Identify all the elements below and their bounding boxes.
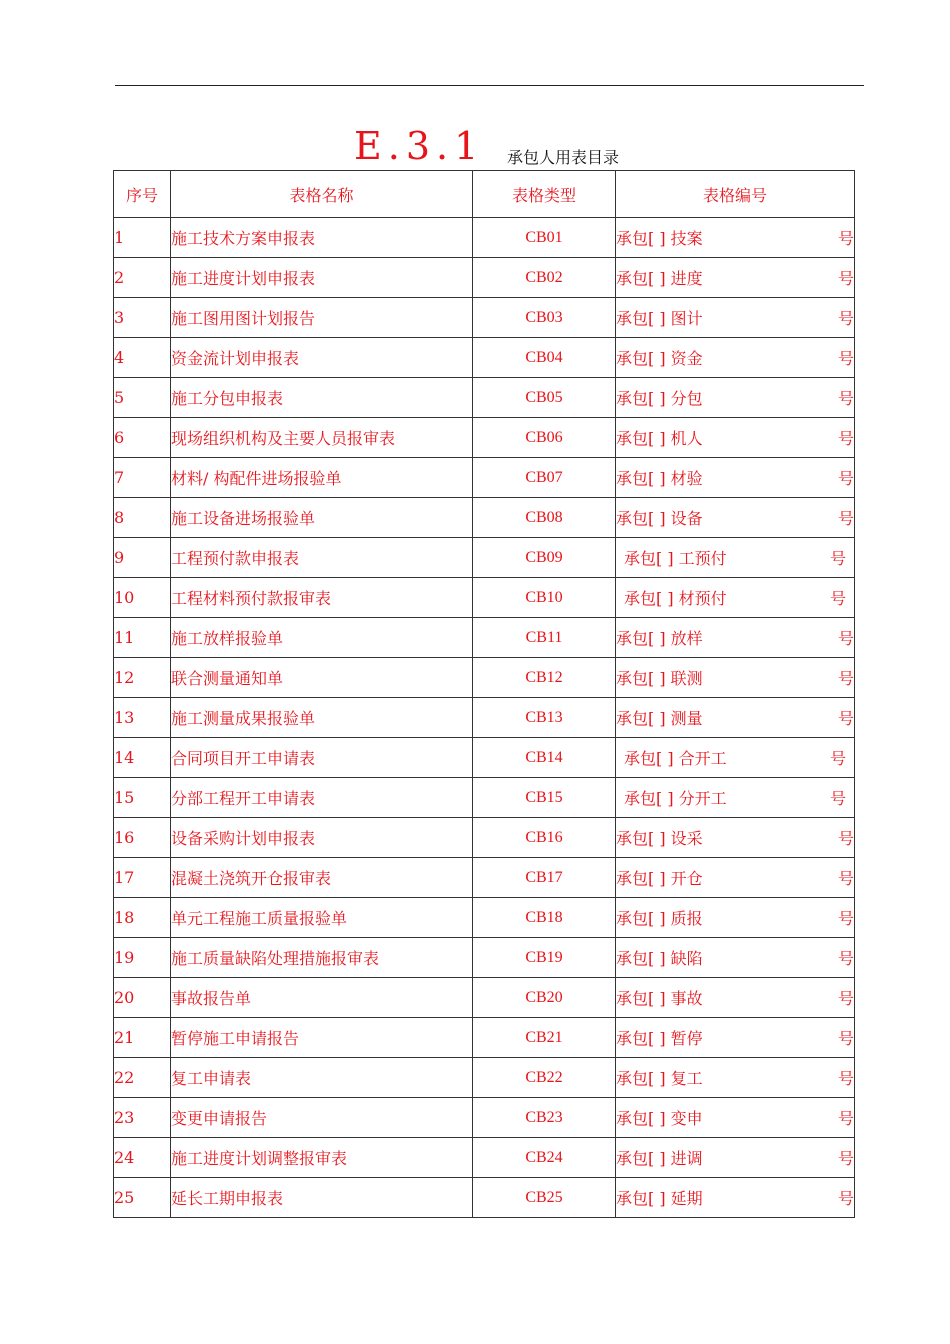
form-name: 资金流计划申报表 (171, 338, 473, 378)
form-code-cell (616, 458, 855, 498)
table-row (114, 338, 855, 378)
row-number: 21 (114, 1018, 171, 1058)
form-code-cell (616, 378, 855, 418)
table-row (114, 978, 855, 1018)
form-code-prefix: 承包[ ] 分开工 (624, 789, 727, 808)
form-type: CB21 (473, 1018, 616, 1058)
table-row (114, 458, 855, 498)
form-code-prefix: 承包[ ] 材预付 (624, 589, 727, 608)
form-code-prefix: 承包[ ] 事故 (616, 989, 703, 1008)
form-code-suffix: 号 (837, 909, 854, 928)
form-code-suffix: 号 (837, 1029, 854, 1048)
form-code (616, 666, 854, 689)
form-code-suffix: 号 (837, 669, 854, 688)
form-code-cell (616, 658, 855, 698)
row-number: 1 (114, 218, 171, 258)
form-code-prefix: 承包[ ] 复工 (616, 1069, 703, 1088)
form-name: 材料/ 构配件进场报验单 (171, 458, 473, 498)
form-code-suffix: 号 (829, 589, 846, 608)
form-code-suffix: 号 (837, 869, 854, 888)
form-code-cell (616, 938, 855, 978)
header-rule (115, 85, 864, 86)
form-name: 暂停施工申请报告 (171, 1018, 473, 1058)
form-code (616, 346, 854, 369)
form-code (616, 466, 854, 489)
form-code-prefix: 承包[ ] 测量 (616, 709, 703, 728)
form-code (616, 746, 854, 769)
form-code (616, 706, 854, 729)
table-row (114, 538, 855, 578)
table-row (114, 498, 855, 538)
row-number: 5 (114, 378, 171, 418)
form-code-cell (616, 298, 855, 338)
form-code (616, 946, 854, 969)
form-code-cell (616, 1178, 855, 1218)
row-number: 13 (114, 698, 171, 738)
form-type: CB02 (473, 258, 616, 298)
row-number: 23 (114, 1098, 171, 1138)
form-name: 施工测量成果报验单 (171, 698, 473, 738)
form-code-prefix: 承包[ ] 延期 (616, 1189, 703, 1208)
form-code-suffix: 号 (829, 789, 846, 808)
form-code-suffix: 号 (837, 1189, 854, 1208)
form-code-prefix: 承包[ ] 缺陷 (616, 949, 703, 968)
form-code-prefix: 承包[ ] 进调 (616, 1149, 703, 1168)
form-type: CB18 (473, 898, 616, 938)
row-number: 22 (114, 1058, 171, 1098)
form-type: CB06 (473, 418, 616, 458)
form-code-cell (616, 258, 855, 298)
form-type: CB09 (473, 538, 616, 578)
form-code-suffix: 号 (837, 469, 854, 488)
form-code (616, 1146, 854, 1169)
table-row (114, 1018, 855, 1058)
form-code-prefix: 承包[ ] 机人 (616, 429, 703, 448)
form-type: CB17 (473, 858, 616, 898)
form-type: CB11 (473, 618, 616, 658)
row-number: 2 (114, 258, 171, 298)
form-code-suffix: 号 (837, 389, 854, 408)
table-header-row (114, 171, 855, 218)
row-number: 9 (114, 538, 171, 578)
form-code-cell (616, 698, 855, 738)
form-code-suffix: 号 (837, 1069, 854, 1088)
table-row (114, 1058, 855, 1098)
form-code (616, 986, 854, 1009)
row-number: 20 (114, 978, 171, 1018)
form-code-prefix: 承包[ ] 设备 (616, 509, 703, 528)
form-name: 施工放样报验单 (171, 618, 473, 658)
form-code-cell (616, 578, 855, 618)
form-type: CB08 (473, 498, 616, 538)
form-code (616, 1186, 854, 1209)
row-number: 11 (114, 618, 171, 658)
form-name: 施工质量缺陷处理措施报审表 (171, 938, 473, 978)
form-type: CB19 (473, 938, 616, 978)
form-code-suffix: 号 (837, 829, 854, 848)
row-number: 24 (114, 1138, 171, 1178)
form-type: CB13 (473, 698, 616, 738)
form-code-suffix: 号 (837, 949, 854, 968)
row-number: 19 (114, 938, 171, 978)
form-code-prefix: 承包[ ] 材验 (616, 469, 703, 488)
form-type: CB05 (473, 378, 616, 418)
form-code (616, 866, 854, 889)
table-row (114, 418, 855, 458)
form-code-prefix: 承包[ ] 技案 (616, 229, 703, 248)
form-name: 工程预付款申报表 (171, 538, 473, 578)
form-code (616, 1106, 854, 1129)
table-row (114, 858, 855, 898)
form-name: 延长工期申报表 (171, 1178, 473, 1218)
form-code-suffix: 号 (837, 509, 854, 528)
form-type: CB04 (473, 338, 616, 378)
table-row (114, 218, 855, 258)
form-code-cell (616, 1058, 855, 1098)
form-code-prefix: 承包[ ] 进度 (616, 269, 703, 288)
form-name: 变更申请报告 (171, 1098, 473, 1138)
table-row (114, 1098, 855, 1138)
form-name: 工程材料预付款报审表 (171, 578, 473, 618)
form-code-suffix: 号 (837, 1109, 854, 1128)
form-code-prefix: 承包[ ] 联测 (616, 669, 703, 688)
form-code-prefix: 承包[ ] 分包 (616, 389, 703, 408)
form-type: CB24 (473, 1138, 616, 1178)
form-code-cell (616, 418, 855, 458)
table-row (114, 258, 855, 298)
form-code-cell (616, 538, 855, 578)
form-code (616, 826, 854, 849)
form-code-cell (616, 778, 855, 818)
form-name: 施工分包申报表 (171, 378, 473, 418)
form-code-suffix: 号 (837, 709, 854, 728)
column-header-name: 表格名称 (171, 171, 473, 218)
form-code (616, 266, 854, 289)
table-row (114, 1138, 855, 1178)
page-title: 承包人用表目录 (507, 148, 620, 167)
column-header-code: 表格编号 (616, 171, 855, 218)
table-row (114, 818, 855, 858)
form-code-suffix: 号 (829, 749, 846, 768)
form-code (616, 906, 854, 929)
form-name: 复工申请表 (171, 1058, 473, 1098)
row-number: 12 (114, 658, 171, 698)
form-code (616, 306, 854, 329)
row-number: 6 (114, 418, 171, 458)
section-code: E.3.1 (354, 124, 485, 168)
form-code-cell (616, 1098, 855, 1138)
form-code-cell (616, 738, 855, 778)
form-name: 施工进度计划申报表 (171, 258, 473, 298)
form-code-prefix: 承包[ ] 图计 (616, 309, 703, 328)
form-name: 施工技术方案申报表 (171, 218, 473, 258)
row-number: 4 (114, 338, 171, 378)
form-code (616, 226, 854, 249)
form-code-suffix: 号 (837, 229, 854, 248)
form-code (616, 546, 854, 569)
form-code-cell (616, 498, 855, 538)
form-code-prefix: 承包[ ] 变申 (616, 1109, 703, 1128)
form-code (616, 426, 854, 449)
table-row (114, 1178, 855, 1218)
form-type: CB12 (473, 658, 616, 698)
table-row (114, 618, 855, 658)
form-name: 施工图用图计划报告 (171, 298, 473, 338)
table-row (114, 658, 855, 698)
form-type: CB22 (473, 1058, 616, 1098)
column-header-type: 表格类型 (473, 171, 616, 218)
form-code-cell (616, 338, 855, 378)
form-type: CB20 (473, 978, 616, 1018)
form-code-prefix: 承包[ ] 工预付 (624, 549, 727, 568)
form-name: 分部工程开工申请表 (171, 778, 473, 818)
form-code-cell (616, 818, 855, 858)
table-row (114, 898, 855, 938)
row-number: 25 (114, 1178, 171, 1218)
form-type: CB03 (473, 298, 616, 338)
form-type: CB23 (473, 1098, 616, 1138)
table-row (114, 298, 855, 338)
table-row (114, 378, 855, 418)
form-code-suffix: 号 (837, 989, 854, 1008)
form-catalog-table (113, 170, 855, 1218)
form-name: 设备采购计划申报表 (171, 818, 473, 858)
table-row (114, 938, 855, 978)
form-code-suffix: 号 (837, 309, 854, 328)
form-name: 施工设备进场报验单 (171, 498, 473, 538)
row-number: 14 (114, 738, 171, 778)
form-type: CB07 (473, 458, 616, 498)
row-number: 10 (114, 578, 171, 618)
table-body (114, 218, 855, 1218)
form-code (616, 506, 854, 529)
form-type: CB16 (473, 818, 616, 858)
form-name: 事故报告单 (171, 978, 473, 1018)
form-code-prefix: 承包[ ] 放样 (616, 629, 703, 648)
row-number: 17 (114, 858, 171, 898)
form-code-prefix: 承包[ ] 质报 (616, 909, 703, 928)
form-code (616, 586, 854, 609)
table-row (114, 738, 855, 778)
form-code-suffix: 号 (837, 269, 854, 288)
form-name: 混凝土浇筑开仓报审表 (171, 858, 473, 898)
form-code (616, 626, 854, 649)
form-type: CB10 (473, 578, 616, 618)
row-number: 8 (114, 498, 171, 538)
form-code (616, 1066, 854, 1089)
table-row (114, 578, 855, 618)
row-number: 18 (114, 898, 171, 938)
form-code (616, 386, 854, 409)
form-type: CB25 (473, 1178, 616, 1218)
form-code-cell (616, 898, 855, 938)
column-header-no: 序号 (114, 171, 171, 218)
form-code-suffix: 号 (837, 629, 854, 648)
form-code-prefix: 承包[ ] 暂停 (616, 1029, 703, 1048)
form-code-suffix: 号 (837, 349, 854, 368)
table-row (114, 778, 855, 818)
form-code-suffix: 号 (829, 549, 846, 568)
form-code-cell (616, 1018, 855, 1058)
form-code-prefix: 承包[ ] 设采 (616, 829, 703, 848)
form-code-cell (616, 978, 855, 1018)
row-number: 7 (114, 458, 171, 498)
form-code-cell (616, 1138, 855, 1178)
row-number: 3 (114, 298, 171, 338)
form-code-prefix: 承包[ ] 合开工 (624, 749, 727, 768)
form-code-suffix: 号 (837, 1149, 854, 1168)
form-type: CB15 (473, 778, 616, 818)
form-name: 现场组织机构及主要人员报审表 (171, 418, 473, 458)
form-code-suffix: 号 (837, 429, 854, 448)
form-name: 合同项目开工申请表 (171, 738, 473, 778)
form-code-cell (616, 858, 855, 898)
row-number: 16 (114, 818, 171, 858)
form-code (616, 786, 854, 809)
form-name: 联合测量通知单 (171, 658, 473, 698)
table-row (114, 698, 855, 738)
form-name: 单元工程施工质量报验单 (171, 898, 473, 938)
form-type: CB14 (473, 738, 616, 778)
form-code-cell (616, 218, 855, 258)
row-number: 15 (114, 778, 171, 818)
form-name: 施工进度计划调整报审表 (171, 1138, 473, 1178)
form-code-prefix: 承包[ ] 开仓 (616, 869, 703, 888)
form-type: CB01 (473, 218, 616, 258)
form-code-cell (616, 618, 855, 658)
form-code-prefix: 承包[ ] 资金 (616, 349, 703, 368)
form-code (616, 1026, 854, 1049)
